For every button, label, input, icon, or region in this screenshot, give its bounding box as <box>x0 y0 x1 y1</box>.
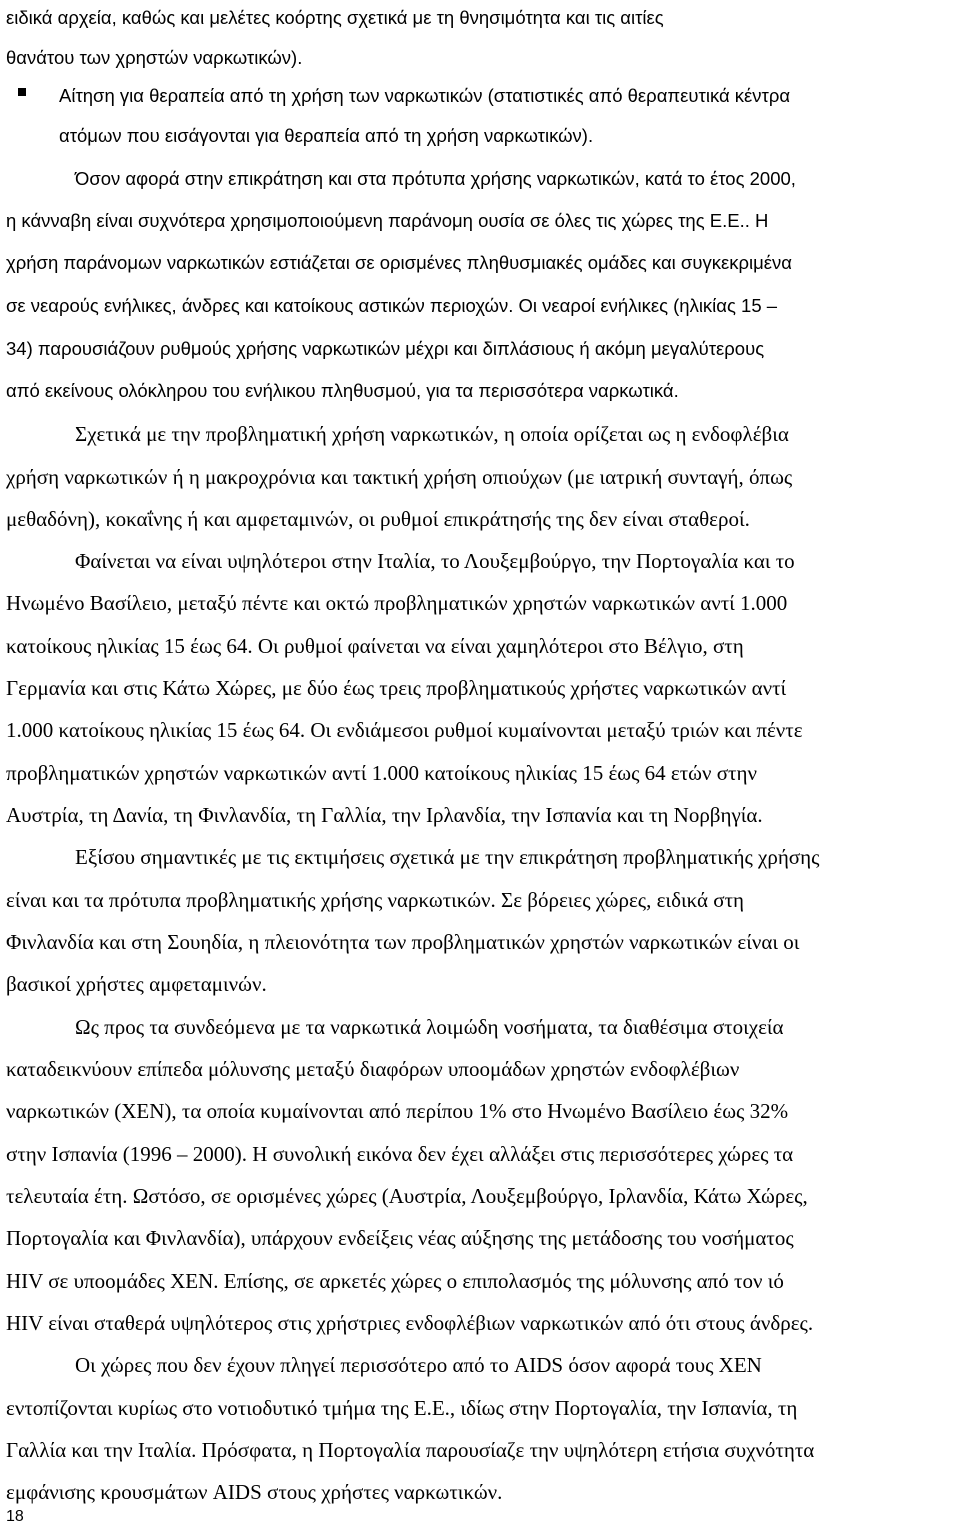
paragraph-line: HIV σε υποομάδες ΧΕΝ. Επίσης, σε αρκετές χώρες ο επιπολασμός της μόλυνσης από τον ιό <box>6 1269 784 1293</box>
paragraph-line: HIV είναι σταθερά υψηλότερος στις χρήστριες ενδοφλέβιων ναρκωτικών από ότι στους άνδρες. <box>6 1311 814 1335</box>
paragraph-line: Φινλανδία και στη Σουηδία, η πλειονότητα των προβληματικών χρηστών ναρκωτικών είναι οι <box>6 930 800 954</box>
paragraph-line: Φαίνεται να είναι υψηλότεροι στην Ιταλία, το Λουξεμβούργο, την Πορτογαλία και το <box>75 549 795 573</box>
paragraph-line: τελευταία έτη. Ωστόσο, σε ορισμένες χώρες (Αυστρία, Λουξεμβούργο, Ιρλανδία, Κάτω Χώρες, <box>6 1184 808 1208</box>
paragraph-line: χρήση ναρκωτικών ή η μακροχρόνια και τακτική χρήση οπιούχων (με ιατρική συνταγή, όπως <box>6 465 793 489</box>
paragraph-line: σε νεαρούς ενήλικες, άνδρες και κατοίκους αστικών περιοχών. Οι νεαροί ενήλικες (ηλικίας 15 – <box>6 295 778 316</box>
paragraph-line: 1.000 κατοίκους ηλικίας 15 έως 64. Οι ενδιάμεσοι ρυθμοί κυμαίνονται μεταξύ τριών και πέντε <box>6 718 803 742</box>
paragraph-line: Γαλλία και την Ιταλία. Πρόσφατα, η Πορτογαλία παρουσίαζε την υψηλότερη ετήσια συχνότητα <box>6 1438 815 1462</box>
paragraph-line: στην Ισπανία (1996 – 2000). Η συνολική εικόνα δεν έχει αλλάξει στις περισσότερες χώρες τα <box>6 1142 794 1166</box>
paragraph-line: Ηνωμένο Βασίλειο, μεταξύ πέντε και οκτώ προβληματικών χρηστών ναρκωτικών αντί 1.000 <box>6 591 788 615</box>
paragraph-line: μεθαδόνη), κοκαΐνης ή και αμφεταμινών, οι ρυθμοί επικράτησής της δεν είναι σταθεροί. <box>6 507 750 531</box>
paragraph-line: Εξίσου σημαντικές με τις εκτιμήσεις σχετικά με την επικράτηση προβληματικής χρήσης <box>75 845 820 869</box>
paragraph-line: εμφάνισης κρουσμάτων AIDS στους χρήστες ναρκωτικών. <box>6 1480 503 1504</box>
paragraph-line: Οι χώρες που δεν έχουν πληγεί περισσότερο από το AIDS όσον αφορά τους ΧΕΝ <box>75 1353 762 1377</box>
paragraph-line: προβληματικών χρηστών ναρκωτικών αντί 1.000 κατοίκους ηλικίας 15 έως 64 ετών στην <box>6 761 757 785</box>
paragraph-line: Ως προς τα συνδεόμενα με τα ναρκωτικά λοιμώδη νοσήματα, τα διαθέσιμα στοιχεία <box>75 1015 784 1039</box>
square-bullet-icon <box>18 88 26 96</box>
paragraph-line: εντοπίζονται κυρίως στο νοτιοδυτικό τμήμα της Ε.Ε., ιδίως στην Πορτογαλία, την Ισπανία, τη <box>6 1396 798 1420</box>
page-number: 18 <box>6 1508 24 1525</box>
paragraph-line: από εκείνους ολόκληρου του ενήλικου πληθυσμού, για τα περισσότερα ναρκωτικά. <box>6 380 679 401</box>
paragraph-line: Σχετικά με την προβληματική χρήση ναρκωτικών, η οποία ορίζεται ως η ενδοφλέβια <box>75 422 789 446</box>
paragraph-line: κατοίκους ηλικίας 15 έως 64. Οι ρυθμοί φαίνεται να είναι χαμηλότεροι στο Βέλγιο, στη <box>6 634 744 658</box>
paragraph-line: Αυστρία, τη Δανία, τη Φινλανδία, τη Γαλλία, την Ιρλανδία, την Ισπανία και τη Νορβηγία. <box>6 803 763 827</box>
paragraph-line: βασικοί χρήστες αμφεταμινών. <box>6 972 267 996</box>
bullet-text-line: ατόμων που εισάγονται για θεραπεία από τη χρήση ναρκωτικών). <box>59 125 594 146</box>
paragraph-line: η κάνναβη είναι συχνότερα χρησιμοποιούμενη παράνομη ουσία σε όλες τις χώρες της Ε.Ε.. Η <box>6 210 769 231</box>
paragraph-line: Γερμανία και στις Κάτω Χώρες, με δύο έως τρεις προβληματικούς χρήστες ναρκωτικών αντί <box>6 676 787 700</box>
paragraph-line: καταδεικνύουν επίπεδα μόλυνσης μεταξύ διαφόρων υποομάδων χρηστών ενδοφλέβιων <box>6 1057 740 1081</box>
paragraph-line: είναι και τα πρότυπα προβληματικής χρήσης ναρκωτικών. Σε βόρειες χώρες, ειδικά στη <box>6 888 745 912</box>
text-line: θανάτου των χρηστών ναρκωτικών). <box>6 47 303 68</box>
paragraph-line: Όσον αφορά στην επικράτηση και στα πρότυπα χρήσης ναρκωτικών, κατά το έτος 2000, <box>75 168 796 189</box>
paragraph-line: ναρκωτικών (ΧΕΝ), τα οποία κυμαίνονται από περίπου 1% στο Ηνωμένο Βασίλειο έως 32% <box>6 1099 789 1123</box>
paragraph-line: Πορτογαλία και Φινλανδία), υπάρχουν ενδείξεις νέας αύξησης της μετάδοσης του νοσήματος <box>6 1226 794 1250</box>
paragraph-line: 34) παρουσιάζουν ρυθμούς χρήσης ναρκωτικών μέχρι και διπλάσιους ή ακόμη μεγαλύτερους <box>6 338 765 359</box>
paragraph-line: χρήση παράνομων ναρκωτικών εστιάζεται σε ορισμένες πληθυσμιακές ομάδες και συγκεκριμένα <box>6 252 792 273</box>
bullet-text-line: Αίτηση για θεραπεία από τη χρήση των ναρκωτικών (στατιστικές από θεραπευτικά κέντρα <box>59 85 791 106</box>
text-line: ειδικά αρχεία, καθώς και μελέτες κοόρτης σχετικά με τη θνησιμότητα και τις αιτίες <box>6 7 664 28</box>
